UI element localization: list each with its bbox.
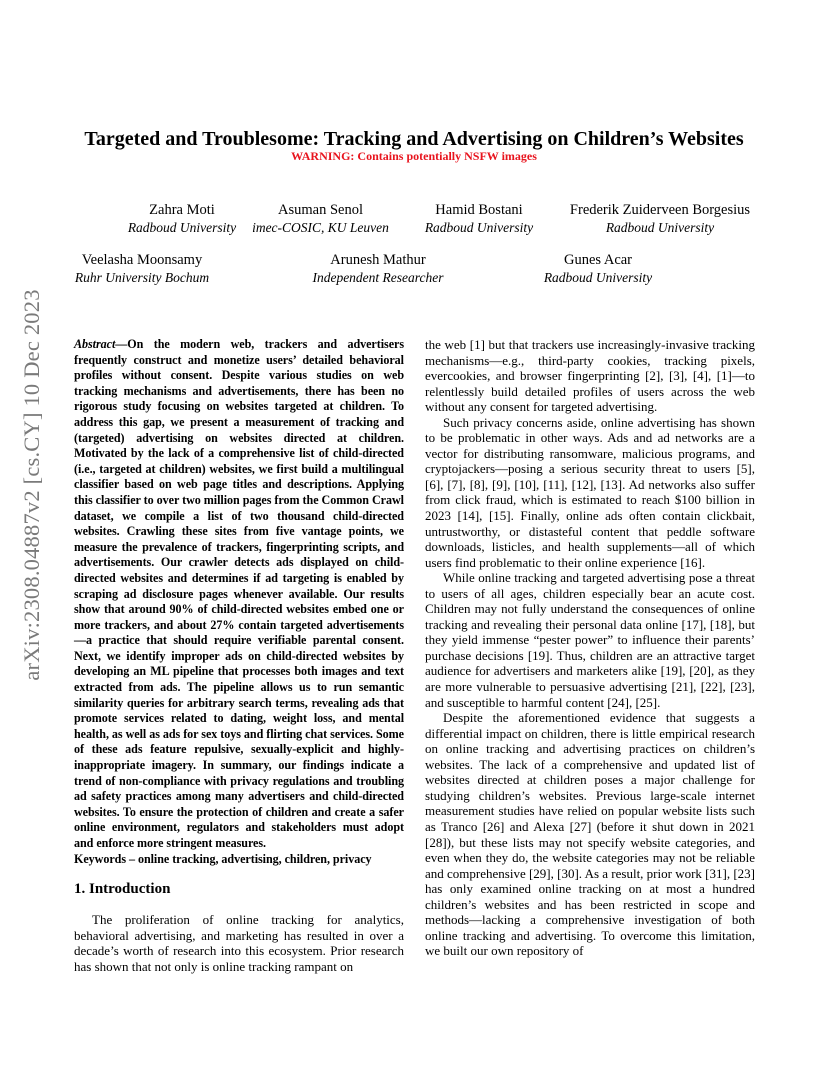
right-column xyxy=(425,337,755,959)
author-block xyxy=(555,201,765,237)
abstract-body: —On the modern web, trackers and advertisers frequently construct and monetize users’ detailed behavioral profiles without consent. Despite various studies on web tracking mechanisms and advertisements, there has been no rigorous study focusing on websites targeted at children. To address this gap, we present a measurement of tracking and (targeted) advertising on websites directed at children. Motivated by the lack of a comprehensive list of child-directed (i.e., targeted at children) websites, we first build a multilingual classifier based on web page titles and descriptions. Applying this classifier to over two million pages from the Common Crawl dataset, we compile a list of two thousand child-directed websites. Crawling these sites from five vantage points, we measure the prevalence of trackers, fingerprinting scripts, and advertisements. Our crawler detects ads displayed on child-directed websites and determines if ad targeting is enabled by scraping ad disclosure pages whenever available. Our results show that around 90% of child-directed websites embed one or more trackers, and about 27% contain targeted advertisements—a practice that should require verifiable parental consent. Next, we identify improper ads on child-directed websites by developing an ML pipeline that processes both images and text extracted from ads. The pipeline allows us to run semantic similarity queries for arbitrary search terms, revealing ads that promote services related to dating, weight loss, and mental health, as well as ads for sex toys and flirting chat services. Some of these ads feature repulsive, sexually-explicit and highly-inappropriate imagery. In summary, our findings indicate a trend of non-compliance with privacy regulations and troubling ad safety practices among many advertisers and child-directed websites. To ensure the protection of children and create a safer online environment, regulators and stakeholders must adopt and enforce more stringent measures. xyxy=(74,337,404,850)
abstract-lead: Abstract xyxy=(74,337,116,351)
author-name: Arunesh Mathur xyxy=(330,252,426,268)
author-block xyxy=(298,251,458,287)
section-heading: 1. Introduction xyxy=(74,881,171,897)
paragraph: Such privacy concerns aside, online advertising has shown to be problematic in other ways. Ads and ad networks are a vector for distributing ransomware, malicious programs, and cryptojackers—posing a serious security threat to users [5], [6], [7], [8], [9], [10], [11], [12], [13]. Ad networks also suffer from click fraud, which is estimated to reach $100 billion in 2023 [14], [15]. Finally, online ads often contain clickbait, untrustworthy, or distasteful content that peddle software downloads, listicles, and health supplements—all of which users find problematic to their online experience [16]. xyxy=(425,414,755,570)
author-affiliation: Radboud University xyxy=(424,220,534,235)
author-block xyxy=(243,201,398,237)
author-block xyxy=(528,251,668,287)
nsfw-warning: WARNING: Contains potentially NSFW images xyxy=(291,149,537,163)
author-block xyxy=(62,251,222,287)
author-affiliation: Independent Researcher xyxy=(312,270,444,285)
author-name: Asuman Senol xyxy=(278,202,363,218)
paragraph: The proliferation of online tracking for analytics, behavioral advertising, and marketing has resulted in over a decade’s worth of research into this ecosystem. Prior research has shown that not only is online tracking rampant on xyxy=(74,912,404,974)
author-name: Frederik Zuiderveen Borgesius xyxy=(569,202,751,218)
author-affiliation: Radboud University xyxy=(127,220,237,235)
author-affiliation: imec-COSIC, KU Leuven xyxy=(252,220,389,235)
author-name: Hamid Bostani xyxy=(435,202,523,218)
author-affiliation: Radboud University xyxy=(543,270,653,285)
paragraph: the web [1] but that trackers use increasingly-invasive tracking mechanisms—e.g., third-party cookies, tracking pixels, evercookies, and browser fingerprinting [2], [3], [4], [1]—to relentlessly build detailed profiles of users across the web without any consent for targeted advertising. xyxy=(425,337,755,415)
author-name: Gunes Acar xyxy=(563,252,633,268)
author-name: Zahra Moti xyxy=(149,202,215,218)
abstract-text xyxy=(74,337,404,852)
arxiv-id-text: arXiv:2308.04887v2 [cs.CY] 10 Dec 2023 xyxy=(19,289,44,681)
arxiv-identifier xyxy=(10,285,54,685)
author-affiliation: Ruhr University Bochum xyxy=(74,270,210,285)
keywords: Keywords – online tracking, advertising, children, privacy xyxy=(74,851,372,866)
author-affiliation: Radboud University xyxy=(605,220,715,235)
intro-column xyxy=(74,912,404,974)
author-name: Veelasha Moonsamy xyxy=(81,252,203,268)
author-block xyxy=(404,201,554,237)
paragraph: Despite the aforementioned evidence that suggests a differential impact on children, there is little empirical research on online tracking and advertising practices on children’s websites. The lack of a comprehensive and updated list of websites directed at children poses a major challenge for studying children’s websites. Previous large-scale internet measurement studies have relied on popular website lists such as Tranco [26] and Alexa [27] (before it shut down in 2021 [28]), but these lists may not specify website categories, and even when they do, the website categories may not be reliable and comprehensive [29], [30]. As a result, prior work [31], [23] has only examined online tracking on at most a hundred children’s websites and has been restricted in scope and methods—lacking a comprehensive investigation of both online tracking and advertising. To overcome this limitation, we built our own repository of xyxy=(425,710,755,959)
paragraph: While online tracking and targeted advertising pose a threat to users of all ages, children especially bear an acute cost. Children may not fully understand the consequences of online tracking and revealing their personal data online [17], [18], but they yield immense “pester power” to influence their parents’ purchase decisions [19]. Thus, children are an attractive target audience for advertisers and marketers alike [19], [20], as they are more vulnerable to persuasive advertising [21], [22], [23], and susceptible to harmful content [24], [25]. xyxy=(425,570,755,710)
paper-title: Targeted and Troublesome: Tracking and Advertising on Children’s Websites xyxy=(84,128,744,150)
abstract xyxy=(74,337,404,867)
